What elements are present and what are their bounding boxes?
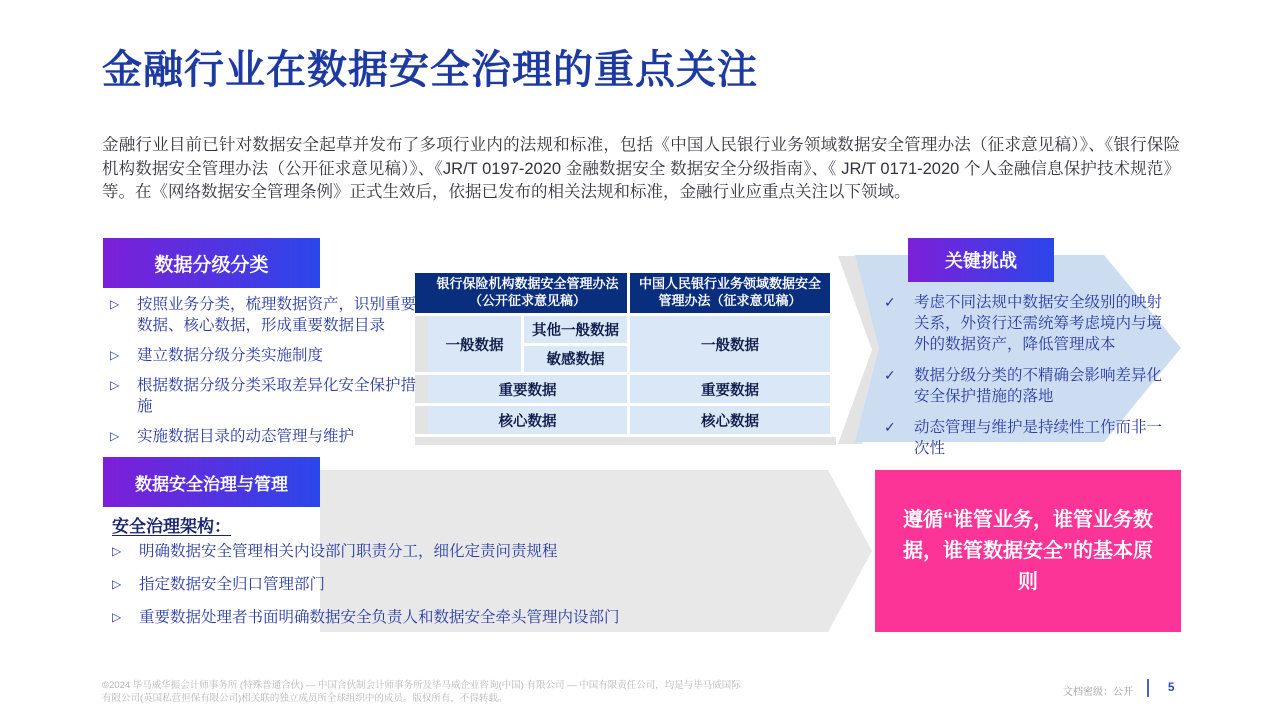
table-cell: 一般数据 [428,316,521,372]
list-item-text: 数据分级分类的不精确会影响差异化安全保护措施的落地 [914,367,1163,405]
section-label-data-classification [103,238,320,288]
classification-bullet-list [110,294,428,456]
footer-classification-label: 文档密级：公开 [1063,687,1133,698]
table-row [428,406,830,434]
table-subcell-stack [524,316,627,372]
page-title: 金融行业在数据安全治理的重点关注 [102,48,758,92]
check-bullet-icon: ✓ [884,367,896,383]
list-item [110,345,428,366]
table-header-cell: 银行保险机构数据安全管理办法（公开征求意见稿） [428,273,627,313]
governance-architecture-heading: 安全治理架构： [112,517,231,536]
section-label-text: 数据分级分类 [154,254,269,276]
table-bottom-strip [415,437,836,445]
list-item [112,574,842,595]
table-cell: 其他一般数据 [524,316,627,343]
section-label-governance [103,457,320,507]
intro-paragraph: 金融行业目前已针对数据安全起草并发布了多项行业内的法规和标准，包括《中国人民银行业务领域数据安全管理办法（征求意见稿）》、《银行保险机构数据安全管理办法（公开征求意见稿）》、《JR/T 0197-2020 金融数据安全 数据安全分级指南》、《 JR/T 0171-2020 个人金融信息保护技术规范》等。在《网络数据安全管理条例》正式生效后，依据已发布的相关法规和标准，金融行业应重点关注以下领域。 [102,136,1180,201]
principle-text: 遵循“谁管业务，谁管业务数据，谁管数据安全”的基本原则 [903,508,1153,593]
list-item-text: 建立数据分级分类实施制度 [137,347,324,364]
list-item [110,375,428,417]
arrow-bullet-icon: ▷ [110,348,120,362]
list-item-text: 实施数据目录的动态管理与维护 [137,428,355,445]
list-item [110,426,428,447]
list-item [884,292,1164,355]
arrow-bullet-icon: ▷ [112,610,122,624]
principle-highlight-box [875,470,1181,632]
list-item [112,541,842,562]
section-label-key-challenges [908,238,1054,282]
list-item-text: 重要数据处理者书面明确数据安全负责人和数据安全牵头管理内设部门 [139,609,620,626]
arrow-bullet-icon: ▷ [110,297,120,311]
arrow-bullet-icon: ▷ [112,544,122,558]
table-row [428,375,830,403]
governance-bullet-list [112,541,842,640]
list-item [110,294,428,336]
list-item-text: 指定数据安全归口管理部门 [139,576,326,593]
table-row [428,316,830,372]
table-cell: 核心数据 [630,406,830,434]
arrow-bullet-icon: ▷ [112,577,122,591]
list-item-text: 按照业务分类，梳理数据资产，识别重要数据、核心数据，形成重要数据目录 [137,296,417,334]
check-bullet-icon: ✓ [884,419,896,435]
check-bullet-icon: ✓ [884,294,896,310]
table-cell: 重要数据 [630,375,830,403]
section-label-text: 数据安全治理与管理 [135,474,288,494]
table-header-row [428,273,830,313]
section-label-text: 关键挑战 [945,251,1017,271]
arrow-bullet-icon: ▷ [110,378,120,392]
regulation-comparison-table [428,273,830,437]
table-cell: 核心数据 [428,406,627,434]
table-cell: 重要数据 [428,375,627,403]
challenges-bullet-list [884,292,1164,469]
footer-divider [1147,679,1149,697]
arrow-bullet-icon: ▷ [110,429,120,443]
page-number: 5 [1168,682,1175,694]
list-item-text: 明确数据安全管理相关内设部门职责分工，细化定责问责规程 [139,543,558,560]
list-item-text: 根据数据分级分类采取差异化安全保护措施 [137,377,417,415]
list-item [112,607,842,628]
table-cell: 一般数据 [630,316,830,372]
list-item [884,365,1164,407]
table-header-cell: 中国人民银行业务领域数据安全管理办法（征求意见稿） [630,273,830,313]
table-cell: 敏感数据 [524,346,627,373]
list-item [884,417,1164,459]
list-item-text: 考虑不同法规中数据安全级别的映射关系，外资行还需统筹考虑境内与境外的数据资产，降低管理成本 [914,294,1163,353]
footer-copyright: ©2024 毕马威华振会计师事务所 (特殊普通合伙) — 中国合伙制会计师事务所及毕马威企业咨询(中国) 有限公司 — 中国有限责任公司，均是与毕马威国际有限公司(英国私营担保有限公司)相关联的独立成员所全球组织中的成员。版权所有，不得转载。 [102,680,741,704]
list-item-text: 动态管理与维护是持续性工作而非一次性 [914,419,1163,457]
